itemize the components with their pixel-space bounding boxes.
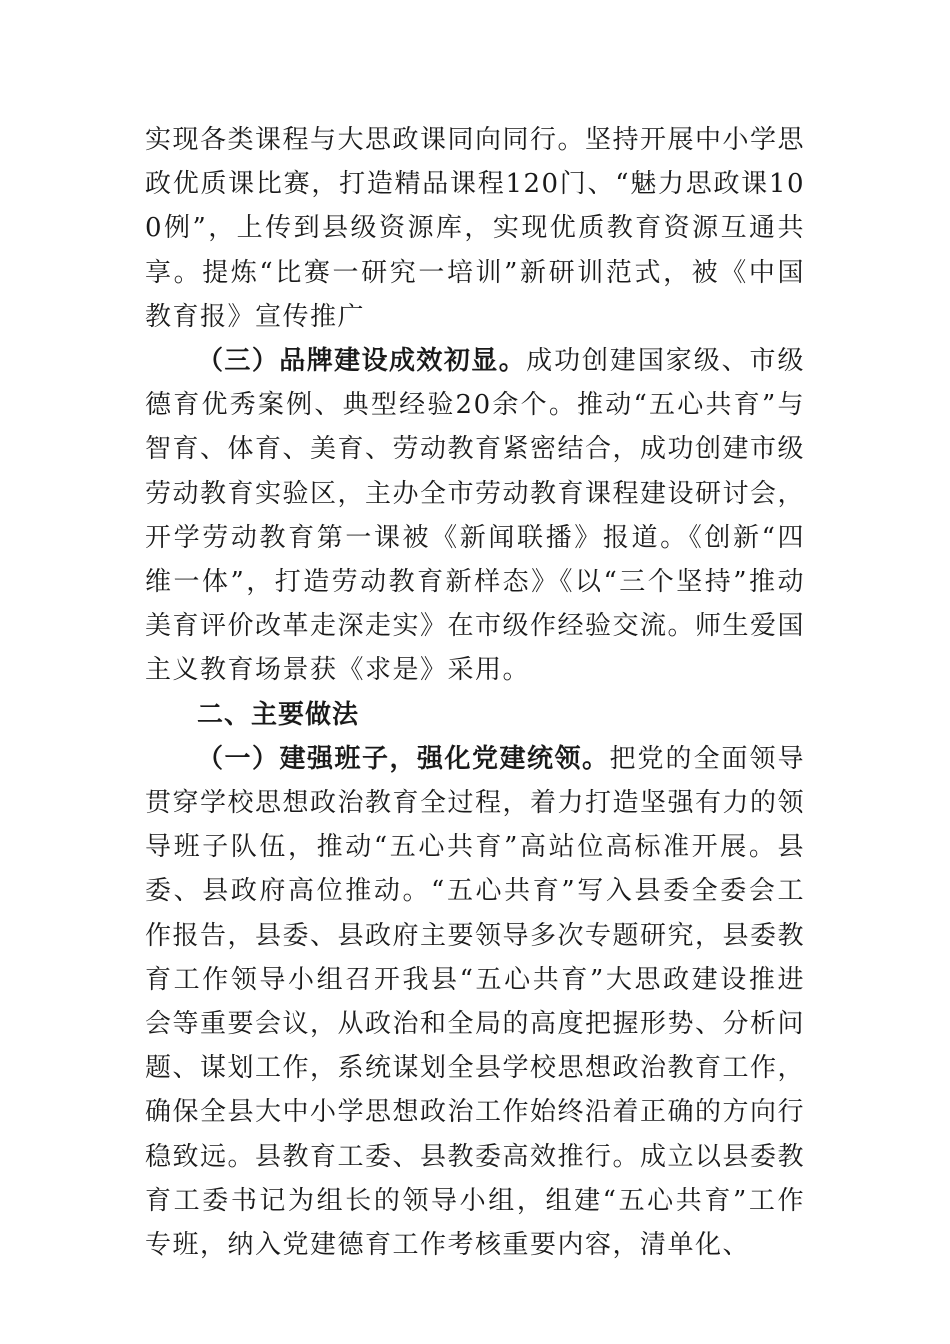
paragraph-text: 成功创建国家级、市级德育优秀案例、典型经验20余个。推动“五心共育”与智育、体育、美育、劳动教育紧密结合，成功创建市级劳动教育实验区，主办全市劳动教育课程建设研讨会，开学劳动教育第一课被《新闻联播》报道。《创新“四维一体”，打造劳动教育新样态》《以“三个坚持”推动美育评价改革走深走实》在市级作经验交流。师生爱国主义教育场景获《求是》采用。 bbox=[145, 346, 806, 686]
paragraph-text: 把党的全面领导贯穿学校思想政治教育全过程，着力打造坚强有力的领导班子队伍，推动“五心共育”高站位高标准开展。县委、县政府高位推动。“五心共育”写入县委全委会工作报告，县委、县政府主要领导多次专题研究，县委教育工作领导小组召开我县“五心共育”大思政建设推进会等重要会议，从政治和全局的高度把握形势、分析问题、谋划工作，系统谋划全县学校思想政治教育工作，确保全县大中小学思想政治工作始终沿着正确的方向行稳致远。县教育工委、县教委高效推行。成立以县委教育工委书记为组长的领导小组，组建“五心共育”工作专班，纳入党建德育工作考核重要内容，清单化、 bbox=[145, 743, 806, 1261]
paragraph-brand-building bbox=[145, 339, 805, 693]
paragraph-lead: （一）建强班子，强化党建统领。 bbox=[197, 743, 610, 774]
paragraph-leadership bbox=[145, 737, 805, 1267]
section-heading: 二、主要做法 bbox=[197, 699, 360, 730]
document-body bbox=[145, 118, 805, 1267]
paragraph-lead: （三）品牌建设成效初显。 bbox=[197, 346, 527, 377]
paragraph-courses bbox=[145, 118, 805, 339]
paragraph-text: 实现各类课程与大思政课同向同行。坚持开展中小学思政优质课比赛，打造精品课程120门、“魅力思政课100例”，上传到县级资源库，实现优质教育资源互通共享。提炼“比赛一研究一培训”新研训范式，被《中国教育报》宣传推广 bbox=[145, 125, 806, 332]
